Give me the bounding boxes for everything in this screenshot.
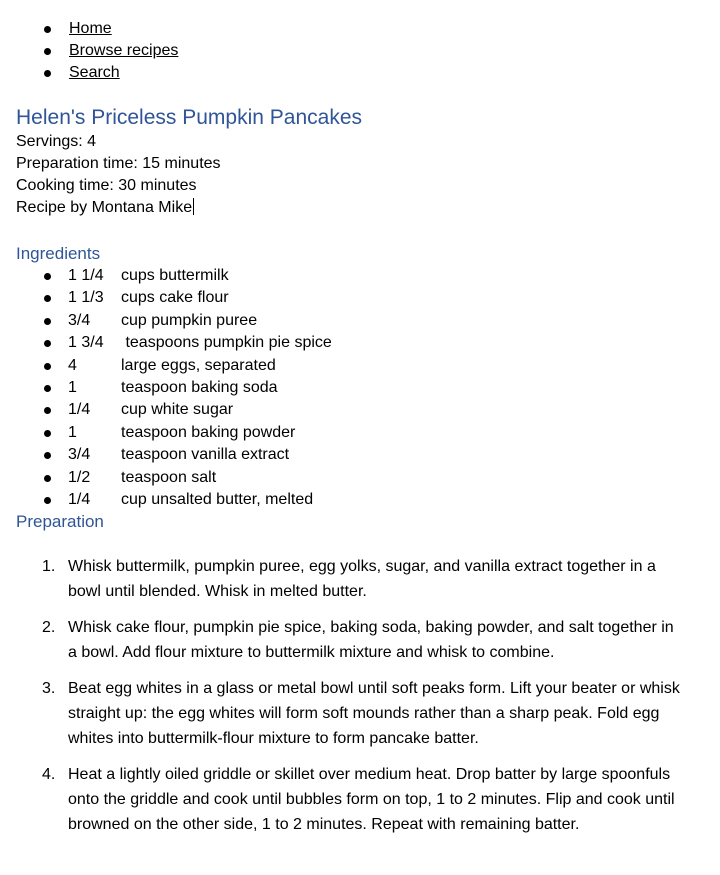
bullet-icon (44, 48, 51, 55)
list-item (16, 265, 706, 287)
bullet-icon (44, 26, 51, 33)
text-cursor (193, 198, 194, 215)
ingredient-name: large eggs, separated (121, 356, 276, 374)
ingredient-quantity: 1/4 (68, 490, 91, 508)
ingredient-name: cup pumpkin puree (121, 311, 258, 329)
recipe-title: Helen's Priceless Pumpkin Pancakes (16, 106, 362, 129)
bullet-icon (44, 475, 51, 482)
list-item (16, 467, 706, 489)
author-line[interactable] (16, 197, 706, 219)
ingredient-name: teaspoons pumpkin pie spice (121, 334, 332, 352)
ingredient-name: cups buttermilk (121, 267, 229, 284)
bullet-icon (44, 497, 51, 504)
ingredient-quantity: 1 1/4 (68, 267, 104, 284)
ingredient-name: cup white sugar (121, 401, 234, 419)
bullet-icon (44, 295, 51, 302)
ingredient-name: teaspoon baking soda (121, 378, 278, 396)
nav-item-browse-recipes (16, 40, 706, 62)
bullet-icon (44, 452, 51, 459)
author-text: Recipe by Montana Mike (16, 199, 193, 216)
ingredient-name: teaspoon salt (121, 468, 217, 486)
bullet-icon (44, 363, 51, 370)
nav-list (16, 18, 706, 84)
bullet-icon (44, 430, 51, 437)
bullet-icon (44, 318, 51, 325)
step-text: Whisk cake flour, pumpkin pie spice, baking soda, baking powder, and salt together in a bowl. Add flour mixture to buttermilk mixture and whisk to combine. (68, 619, 674, 662)
list-item (16, 444, 706, 466)
step-number: 3. (42, 680, 56, 698)
bullet-icon (44, 70, 51, 77)
list-item (16, 310, 706, 332)
list-item (16, 377, 706, 399)
step-number: 2. (42, 619, 56, 637)
preparation-heading: Preparation (16, 512, 104, 532)
list-item (16, 399, 706, 421)
servings-text: Servings: 4 (16, 133, 97, 150)
search-link[interactable]: Search (69, 64, 120, 81)
ingredient-quantity: 1/4 (68, 401, 91, 419)
ingredient-name: cups cake flour (121, 289, 229, 307)
document-page (16, 18, 706, 848)
list-item (16, 422, 706, 444)
step-text: Beat egg whites in a glass or metal bowl until soft peaks form. Lift your beater or whisk straight up: the egg whites will form soft mounds rather than a sharp peak. Fold egg whites into buttermilk-flour mixture to form pancake batter. (68, 680, 680, 748)
ingredient-quantity: 1 (68, 423, 77, 441)
nav-item-home (16, 18, 706, 40)
step-text: Whisk buttermilk, pumpkin puree, egg yolks, sugar, and vanilla extract together in a bowl until blended. Whisk in melted butter. (68, 558, 656, 601)
bullet-icon (44, 385, 51, 392)
step-number: 1. (42, 558, 56, 576)
step-item (16, 762, 683, 837)
step-item (16, 676, 683, 751)
bullet-icon (44, 273, 51, 280)
step-item (16, 615, 683, 665)
browse-recipes-link[interactable]: Browse recipes (69, 42, 179, 59)
prep-time-text: Preparation time: 15 minutes (16, 155, 221, 172)
step-item (16, 554, 683, 604)
ingredient-name: teaspoon vanilla extract (121, 446, 290, 464)
ingredient-quantity: 3/4 (68, 446, 91, 464)
list-item (16, 287, 706, 309)
step-number: 4. (42, 766, 56, 784)
list-item (16, 332, 706, 354)
bullet-icon (44, 340, 51, 347)
ingredients-heading: Ingredients (16, 244, 101, 263)
ingredient-quantity: 1/2 (68, 468, 91, 486)
ingredient-quantity: 1 (68, 378, 77, 396)
list-item (16, 355, 706, 377)
ingredient-name: cup unsalted butter, melted (121, 490, 314, 508)
preparation-steps (16, 554, 706, 837)
ingredients-list (16, 265, 706, 511)
ingredient-quantity: 1 3/4 (68, 334, 104, 352)
nav-item-search (16, 62, 706, 84)
list-item (16, 489, 706, 511)
ingredient-quantity: 1 1/3 (68, 289, 104, 307)
ingredient-quantity: 3/4 (68, 311, 91, 329)
ingredient-quantity: 4 (68, 356, 77, 374)
bullet-icon (44, 407, 51, 414)
step-text: Heat a lightly oiled griddle or skillet over medium heat. Drop batter by large spoonfuls onto the griddle and cook until bubbles form on top, 1 to 2 minutes. Flip and cook until browned on the other side, 1 to 2 minutes. Repeat with remaining batter. (68, 766, 675, 834)
ingredient-name: teaspoon baking powder (121, 423, 296, 441)
home-link[interactable]: Home (69, 20, 112, 37)
cook-time-text: Cooking time: 30 minutes (16, 177, 197, 194)
